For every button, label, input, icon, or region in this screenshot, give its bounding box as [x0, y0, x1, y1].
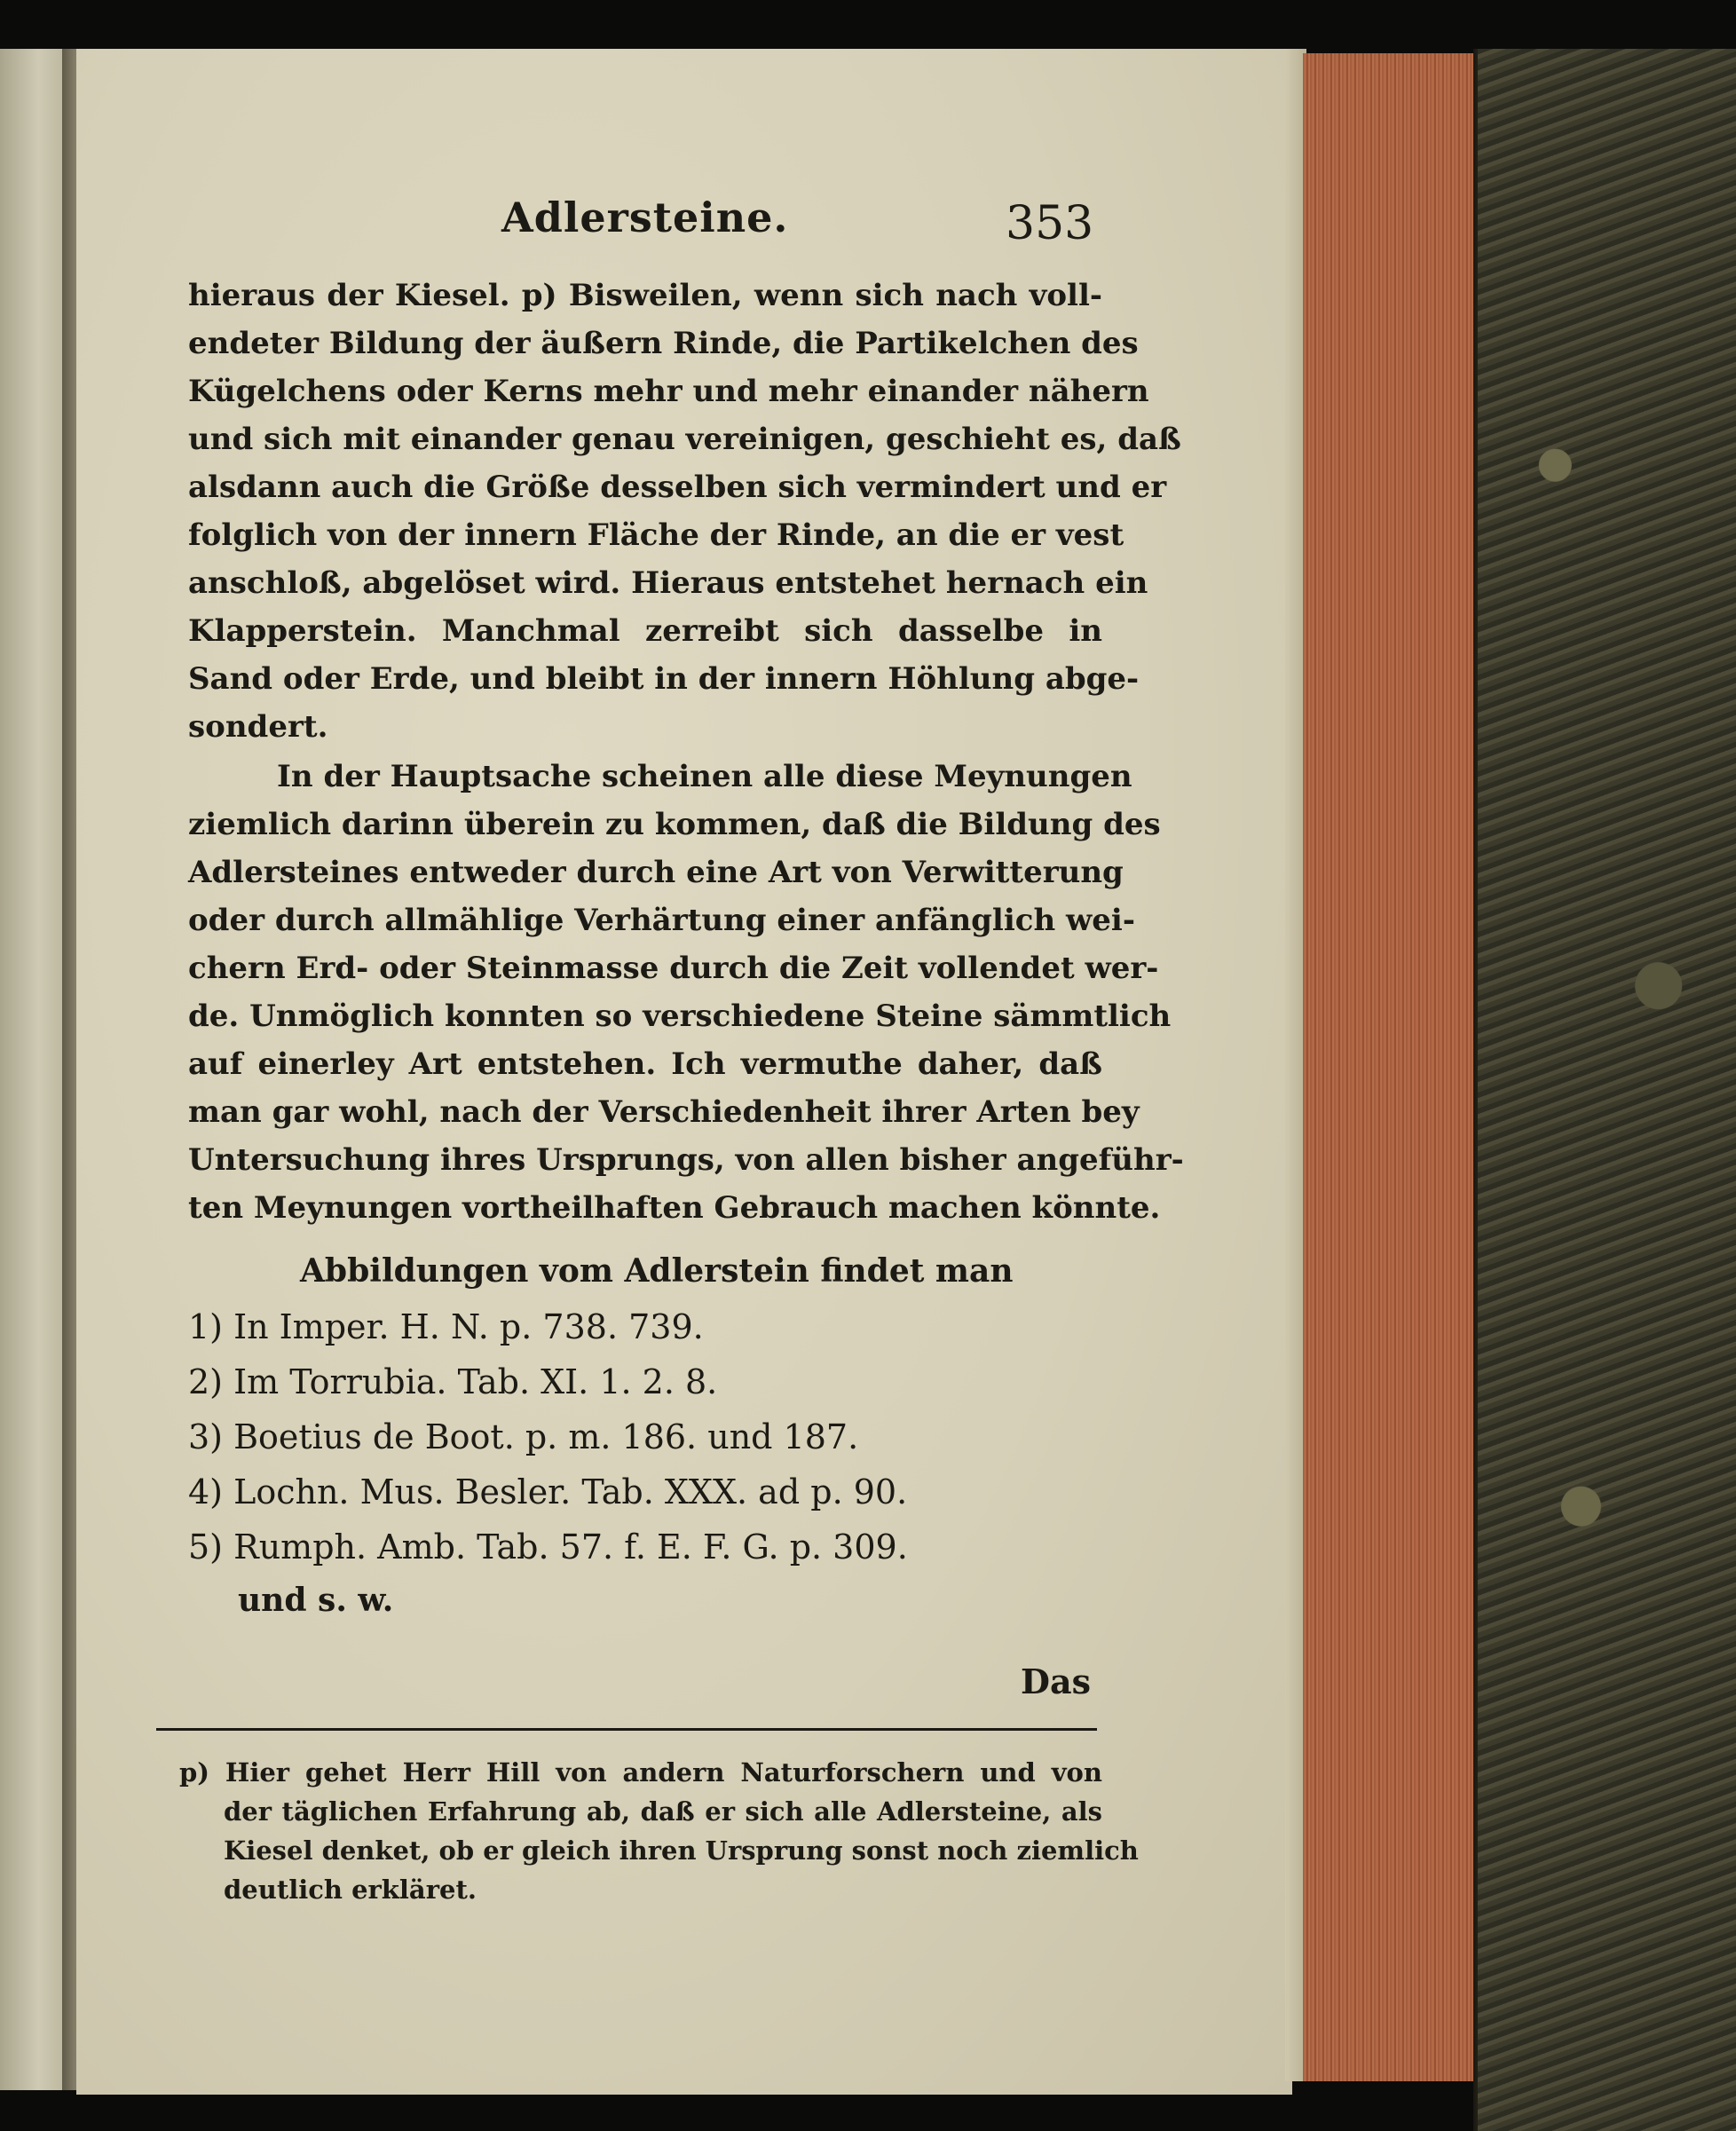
marbled-cover: [1478, 49, 1736, 2131]
footnote-line: Kiesel denket, ob er gleich ihren Ursprung sonst noch ziemlich: [224, 1835, 1139, 1866]
text-line: folglich von der innern Fläche der Rinde, an die er vest: [188, 517, 1124, 553]
running-title: Adlersteine.: [501, 193, 789, 241]
paragraph-2: [188, 753, 1184, 1232]
text-line: Sand oder Erde, und bleibt in der innern Höhlung abge-: [188, 661, 1140, 697]
text-line: oder durch allmählige Verhärtung einer anfänglich wei-: [188, 903, 1135, 938]
reference-item: 5) Rumph. Amb. Tab. 57. f. E. F. G. p. 309.: [188, 1527, 908, 1567]
text-line: anschloß, abgelöset wird. Hieraus entstehet hernach ein: [188, 565, 1148, 601]
page-block-red-edges: [1303, 53, 1480, 2081]
footnote-line: p) Hier gehet Herr Hill von andern Naturforschern und von: [179, 1757, 1102, 1788]
text-line: endeter Bildung der äußern Rinde, die Partikelchen des: [188, 326, 1139, 361]
reference-item: 1) In Imper. H. N. p. 738. 739.: [188, 1307, 704, 1346]
text-line: In der Hauptsache scheinen alle diese Meynungen: [277, 759, 1132, 794]
reference-item: 2) Im Torrubia. Tab. XI. 1. 2. 8.: [188, 1362, 718, 1401]
text-line: sondert.: [188, 709, 328, 745]
text-line: Adlersteines entweder durch eine Art von Verwitterung: [188, 855, 1124, 890]
reference-continuation: und s. w.: [238, 1582, 394, 1619]
text-line: und sich mit einander genau vereinigen, geschieht es, daß: [188, 422, 1181, 457]
reference-item: 3) Boetius de Boot. p. m. 186. und 187.: [188, 1417, 859, 1456]
text-line: Kügelchens oder Kerns mehr und mehr einander nähern: [188, 374, 1149, 409]
footnote-divider: [156, 1728, 1097, 1731]
footnote-line: der täglichen Erfahrung ab, daß er sich alle Adlersteine, als: [224, 1796, 1102, 1827]
references-title: Abbildungen vom Adlerstein findet man: [300, 1252, 1014, 1290]
references-list: [188, 1243, 1111, 1626]
text-line: ten Meynungen vortheilhaften Gebrauch machen könnte.: [188, 1190, 1161, 1226]
text-line: ziemlich darinn überein zu kommen, daß die Bildung des: [188, 807, 1161, 842]
text-line: Untersuchung ihres Ursprungs, von allen bisher angeführ-: [188, 1142, 1184, 1178]
footnote-line: deutlich erkläret.: [224, 1874, 477, 1905]
text-line: de. Unmöglich konnten so verschiedene Steine sämmtlich: [188, 998, 1172, 1034]
text-line: alsdann auch die Größe desselben sich vermindert und er: [188, 470, 1167, 505]
paragraph-1: [188, 272, 1181, 751]
page-number: 353: [1006, 197, 1094, 250]
text-line: auf einerley Art entstehen. Ich vermuthe daher, daß: [188, 1046, 1102, 1082]
reference-item: 4) Lochn. Mus. Besler. Tab. XXX. ad p. 90.: [188, 1472, 908, 1511]
text-line: chern Erd- oder Steinmasse durch die Zeit vollendet wer-: [188, 951, 1159, 986]
text-line: Klapperstein. Manchmal zerreibt sich dasselbe in: [188, 613, 1102, 649]
text-line: man gar wohl, nach der Verschiedenheit ihrer Arten bey: [188, 1094, 1140, 1130]
footnote: [179, 1753, 1139, 1909]
text-line: hieraus der Kiesel. p) Bisweilen, wenn sich nach voll-: [188, 278, 1102, 313]
facing-page-edge: [0, 49, 64, 2090]
catchword: Das: [1021, 1661, 1091, 1701]
